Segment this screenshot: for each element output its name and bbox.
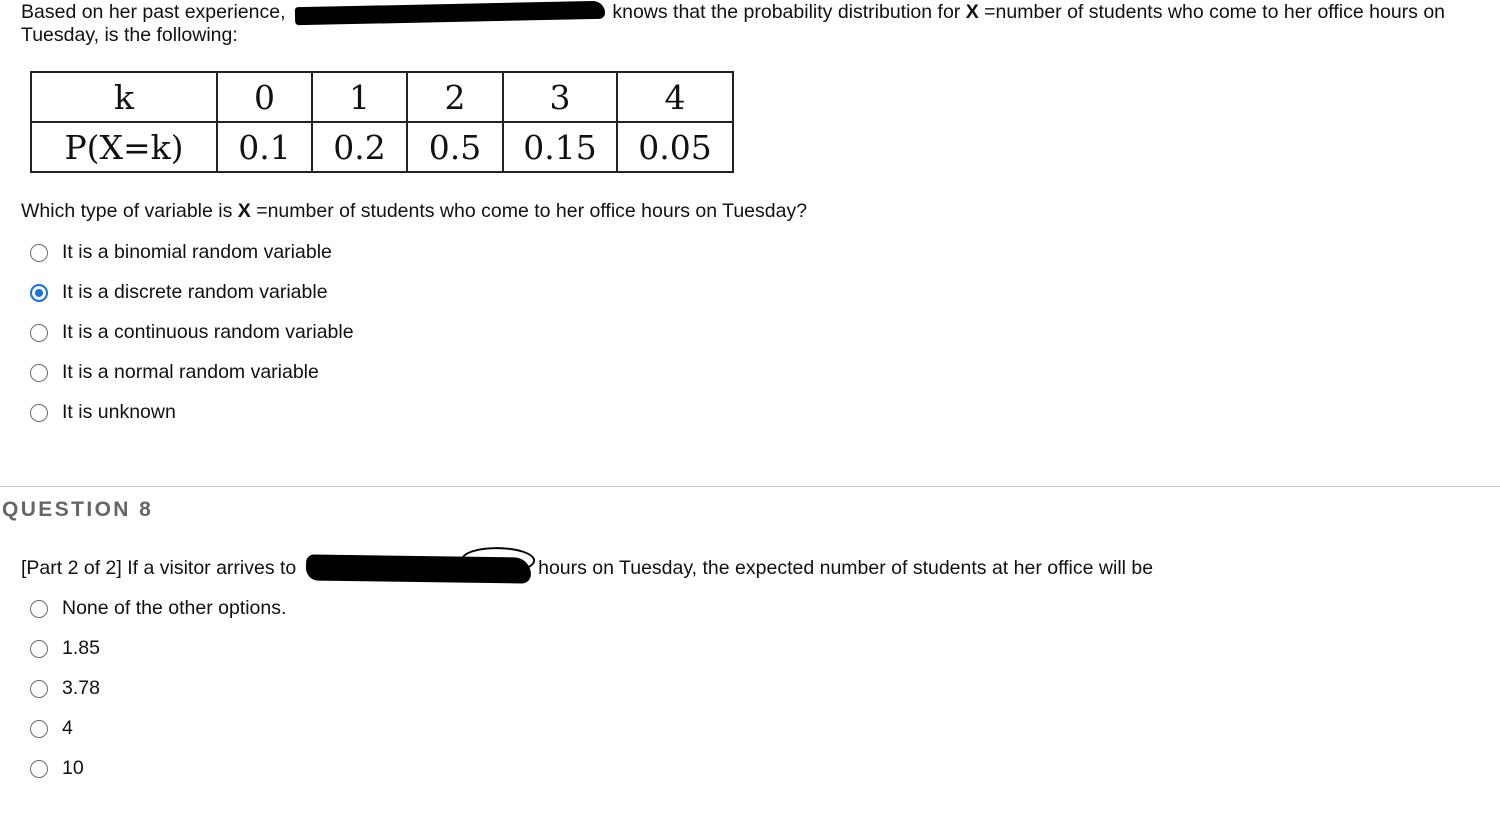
stem-text-2: knows that the probability distribution for <box>606 1 966 23</box>
option-label: It is a discrete random variable <box>62 280 328 303</box>
question-divider <box>0 486 1500 487</box>
answer-option-discrete[interactable] <box>30 272 354 312</box>
redacted-name-mark <box>306 554 531 583</box>
answer-option-binomial[interactable] <box>30 232 354 272</box>
radio-button[interactable] <box>30 404 48 422</box>
radio-button[interactable] <box>30 760 48 778</box>
radio-button-selected[interactable] <box>30 284 48 302</box>
table-cell: 3 <box>503 72 617 122</box>
radio-button[interactable] <box>30 324 48 342</box>
answer-option-continuous[interactable] <box>30 312 354 352</box>
answer-option-10[interactable] <box>30 748 286 788</box>
table-row-label: k <box>31 72 217 122</box>
table-cell: 0.15 <box>503 122 617 172</box>
answer-option-none[interactable] <box>30 588 286 628</box>
answer-option-1-85[interactable] <box>30 628 286 668</box>
radio-button[interactable] <box>30 600 48 618</box>
question-7-options <box>30 232 354 432</box>
radio-button[interactable] <box>30 364 48 382</box>
redacted-name-mark <box>295 1 605 25</box>
answer-option-normal[interactable] <box>30 352 354 392</box>
table-cell: 0.05 <box>617 122 733 172</box>
option-label: It is a normal random variable <box>62 360 319 383</box>
question-8-stem <box>21 556 1153 582</box>
stem-text-1: Based on her past experience, <box>21 1 291 23</box>
stem-text-3: =number of students who come to her office hours on Tuesday, is the following: <box>21 1 1446 46</box>
question-7-stem <box>21 1 1481 47</box>
option-label: It is a binomial random variable <box>62 240 332 263</box>
answer-option-4[interactable] <box>30 708 286 748</box>
prompt-text-2: =number of students who come to her office hours on Tuesday? <box>250 200 808 222</box>
stem-variable: X <box>965 1 979 23</box>
option-label: It is unknown <box>62 400 176 423</box>
radio-button[interactable] <box>30 720 48 738</box>
option-label: It is a continuous random variable <box>62 320 354 343</box>
question-7-prompt <box>21 200 807 223</box>
stem-text-1: [Part 2 of 2] If a visitor arrives to <box>21 557 302 580</box>
table-row-k <box>31 72 733 122</box>
question-8-options <box>30 588 286 788</box>
table-cell: 0.2 <box>312 122 407 172</box>
table-cell: 1 <box>312 72 407 122</box>
answer-option-unknown[interactable] <box>30 392 354 432</box>
question-8-header: QUESTION 8 <box>2 498 154 521</box>
table-cell: 0.5 <box>407 122 503 172</box>
radio-button[interactable] <box>30 680 48 698</box>
answer-option-3-78[interactable] <box>30 668 286 708</box>
option-label: 3.78 <box>62 676 100 699</box>
table-cell: 4 <box>617 72 733 122</box>
option-label: 1.85 <box>62 636 100 659</box>
table-row-probability <box>31 122 733 172</box>
option-label: 4 <box>62 716 73 739</box>
radio-button[interactable] <box>30 244 48 262</box>
option-label: 10 <box>62 756 84 779</box>
option-label: None of the other options. <box>62 596 287 619</box>
stem-text-2: hours on Tuesday, the expected number of students at her office will be <box>532 557 1154 580</box>
radio-button[interactable] <box>30 640 48 658</box>
table-cell: 0.1 <box>217 122 312 172</box>
table-row-label: P(X=k) <box>31 122 217 172</box>
prompt-text-1: Which type of variable is <box>21 200 238 222</box>
table-cell: 2 <box>407 72 503 122</box>
probability-distribution-table <box>30 71 734 173</box>
table-cell: 0 <box>217 72 312 122</box>
prompt-variable: X <box>237 200 251 222</box>
